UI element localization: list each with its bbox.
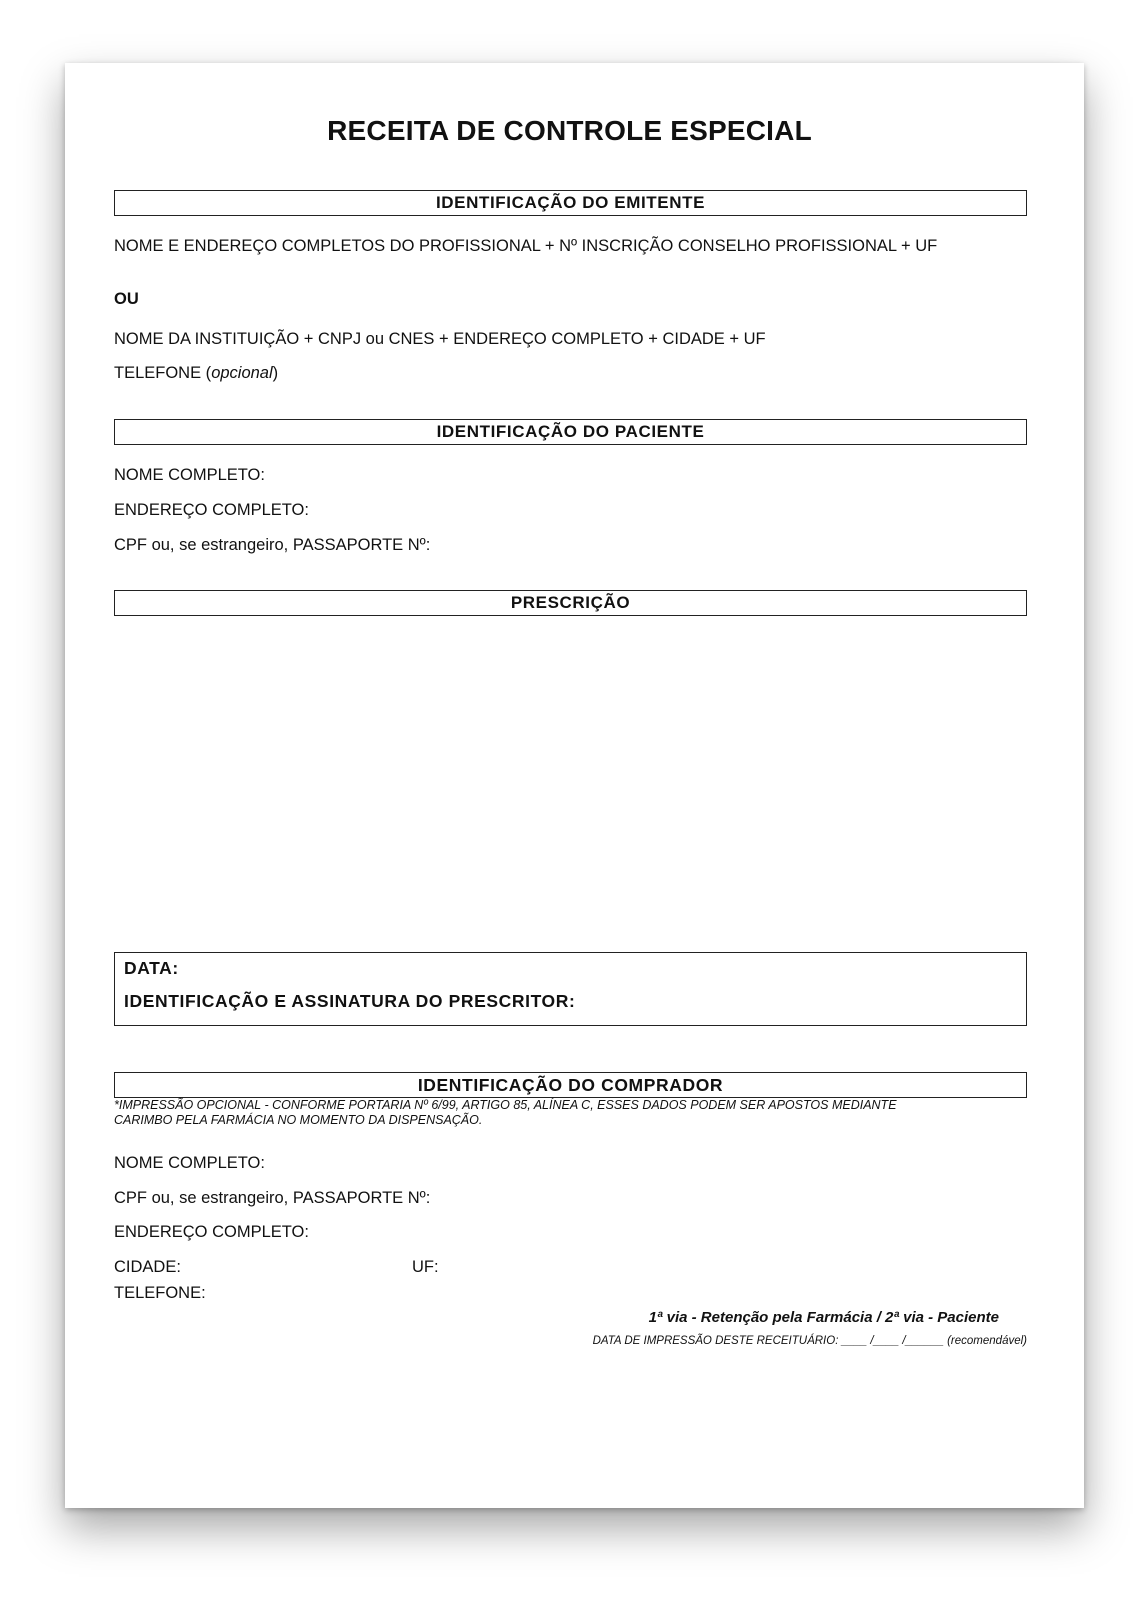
- comprador-endereco-label: ENDEREÇO COMPLETO:: [114, 1223, 309, 1241]
- comprador-cpf-label: CPF ou, se estrangeiro, PASSAPORTE Nº:: [114, 1189, 431, 1207]
- prescription-sheet: [65, 63, 1084, 1508]
- data-label: DATA:: [124, 958, 179, 978]
- comprador-nome-label: NOME COMPLETO:: [114, 1154, 265, 1172]
- comprador-telefone-label: TELEFONE:: [114, 1284, 206, 1302]
- comprador-section-header: IDENTIFICAÇÃO DO COMPRADOR: [114, 1072, 1027, 1098]
- signature-box: [114, 952, 1027, 1026]
- emitente-section-header: IDENTIFICAÇÃO DO EMITENTE: [114, 190, 1027, 216]
- comprador-uf-label: UF:: [412, 1258, 439, 1276]
- phone-label: TELEFONE (: [114, 364, 212, 382]
- comprador-note-line1: *IMPRESSÃO OPCIONAL - CONFORME PORTARIA Nº 6/99, ARTIGO 85, ALÍNEA C, ESSES DADOS PODEM SER APOSTOS MEDIANTE: [114, 1098, 897, 1112]
- emitente-or-label: OU: [114, 290, 139, 308]
- phone-optional-note: opcional: [211, 364, 273, 382]
- paciente-nome-label: NOME COMPLETO:: [114, 466, 265, 484]
- emitente-professional-line: NOME E ENDEREÇO COMPLETOS DO PROFISSIONAL + Nº INSCRIÇÃO CONSELHO PROFISSIONAL + UF: [114, 237, 938, 255]
- print-date-note: DATA DE IMPRESSÃO DESTE RECEITUÁRIO: ____ /____ /______ (recomendável): [592, 1335, 1027, 1347]
- page-title: RECEITA DE CONTROLE ESPECIAL: [327, 115, 812, 146]
- prescriber-signature-label: IDENTIFICAÇÃO E ASSINATURA DO PRESCRITOR:: [124, 991, 576, 1011]
- emitente-phone-line: [114, 364, 278, 383]
- comprador-note-line2: CARIMBO PELA FARMÁCIA NO MOMENTO DA DISPENSAÇÃO.: [114, 1113, 483, 1127]
- comprador-cidade-label: CIDADE:: [114, 1258, 181, 1276]
- prescricao-section-header: PRESCRIÇÃO: [114, 590, 1027, 616]
- paciente-cpf-label: CPF ou, se estrangeiro, PASSAPORTE Nº:: [114, 536, 431, 554]
- paciente-endereco-label: ENDEREÇO COMPLETO:: [114, 501, 309, 519]
- emitente-institution-line: NOME DA INSTITUIÇÃO + CNPJ ou CNES + ENDEREÇO COMPLETO + CIDADE + UF: [114, 330, 766, 348]
- paciente-section-header: IDENTIFICAÇÃO DO PACIENTE: [114, 419, 1027, 445]
- copy-distribution-note: 1ª via - Retenção pela Farmácia / 2ª via - Paciente: [648, 1309, 999, 1326]
- phone-close-paren: ): [272, 364, 279, 382]
